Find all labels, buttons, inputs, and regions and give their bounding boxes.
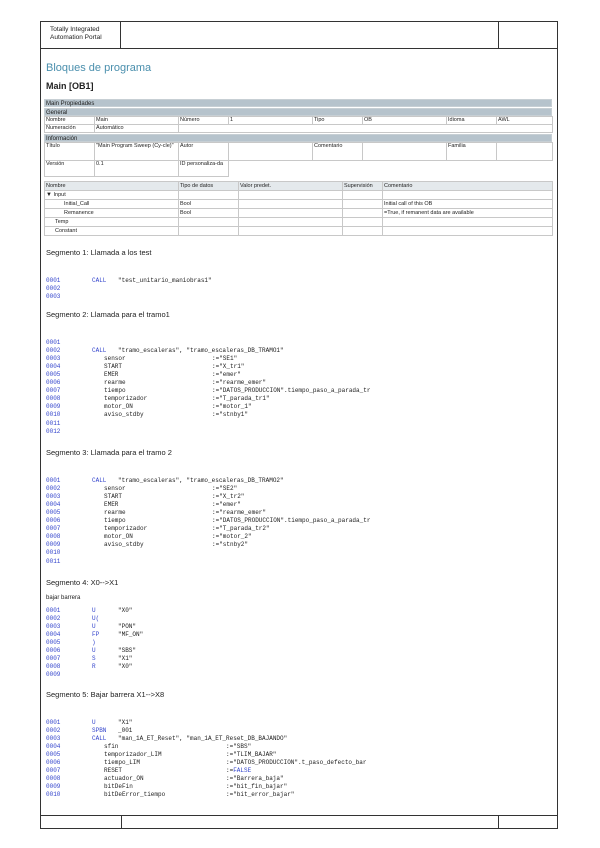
col-header: Supervisión — [343, 182, 383, 191]
segment-title: Segmento 1: Llamada a los test — [46, 248, 152, 257]
cell: Número — [179, 117, 229, 125]
parameter-name: rearme — [104, 509, 126, 517]
general-row-2 — [45, 125, 553, 133]
operand: "man_1A_ET_Reset", "man_1A_ET_Reset_DB_BAJANDO" — [118, 735, 288, 743]
parameter-value: :="stnby2" — [212, 541, 249, 549]
operand: "SBS" — [118, 647, 137, 655]
instruction: U — [92, 623, 96, 631]
line-number: 0004 — [46, 363, 61, 371]
line-number: 0003 — [46, 493, 61, 501]
col-header: Tipo de datos — [179, 182, 239, 191]
line-number: 0002 — [46, 485, 61, 493]
parameter-name: EMER — [104, 371, 119, 379]
cell: Familia — [447, 143, 497, 161]
line-number: 0009 — [46, 541, 61, 549]
cell: =True, if remanent data are available — [383, 209, 553, 218]
footer-left-cell — [41, 816, 122, 828]
line-number: 0002 — [46, 285, 61, 293]
line-number: 0001 — [46, 339, 61, 346]
instruction: U — [92, 719, 96, 726]
line-number: 0006 — [46, 517, 61, 525]
cell: Remanence — [45, 209, 179, 218]
operand: "tramo_escaleras", "tramo_escaleras_DB_TRAMO2" — [118, 477, 284, 484]
line-number: 0004 — [46, 501, 61, 509]
parameter-name: aviso_stdby — [104, 411, 144, 419]
parameter-value: :="emer" — [212, 501, 241, 509]
line-number: 0006 — [46, 647, 61, 655]
cell: AWL — [497, 117, 553, 125]
parameter-name: temporizador — [104, 525, 148, 533]
cell: Nombre — [45, 117, 95, 125]
parameter-name: rearme — [104, 379, 126, 387]
parameter-name: sensor — [104, 485, 126, 493]
page-footer — [40, 815, 558, 829]
page-title: Bloques de programa — [46, 62, 152, 74]
instruction: FP — [92, 631, 100, 639]
footer-right-cell — [498, 816, 557, 828]
instruction: U — [92, 607, 96, 614]
segment-title: Segmento 5: Bajar barrera X1-->X8 — [46, 690, 165, 699]
info-row-1 — [45, 143, 553, 161]
parameter-name: motor_ON — [104, 403, 133, 411]
cell-empty — [229, 161, 553, 177]
line-number: 0008 — [46, 533, 61, 541]
cell — [363, 143, 447, 161]
line-number: 0007 — [46, 655, 61, 663]
interface-row — [45, 191, 553, 200]
line-number: 0011 — [46, 419, 61, 427]
instruction: CALL — [92, 277, 107, 284]
parameter-value: :="DATOS_PRODUCCION".t_paso_defecto_bar — [226, 759, 367, 767]
line-number: 0005 — [46, 371, 61, 379]
line-number: 0003 — [46, 355, 61, 363]
interface-row — [45, 227, 553, 236]
parameter-name: START — [104, 493, 123, 501]
parameter-name: RESET — [104, 767, 123, 775]
operand: "PON" — [118, 623, 137, 631]
operand: "tramo_escaleras", "tramo_escaleras_DB_TRAMO1" — [118, 347, 284, 355]
line-number: 0007 — [46, 767, 61, 775]
cell-empty — [179, 125, 553, 133]
cell — [179, 191, 239, 200]
line-number: 0009 — [46, 403, 61, 411]
properties-bar: Main Propiedades — [44, 99, 552, 107]
cell — [239, 200, 343, 209]
keyword: FALSE — [233, 767, 252, 775]
parameter-name: actuador_ON — [104, 775, 144, 783]
operand: "X0" — [118, 663, 133, 671]
parameter-value: :="bit_fin_bajar" — [226, 783, 288, 791]
interface-table — [44, 181, 553, 236]
line-number: 0008 — [46, 663, 61, 671]
interface-header — [45, 182, 553, 191]
cell: Constant — [45, 227, 179, 236]
right-border — [557, 49, 558, 815]
line-number: 0004 — [46, 631, 61, 639]
line-number: 0012 — [46, 427, 61, 435]
parameter-value: :="emer" — [212, 371, 241, 379]
cell: Automático — [95, 125, 179, 133]
parameter-name: aviso_stdby — [104, 541, 144, 549]
parameter-name: sfin — [104, 743, 119, 751]
line-number: 0001 — [46, 607, 61, 614]
cell — [343, 200, 383, 209]
cell: Comentario — [313, 143, 363, 161]
parameter-value: :="X_tr1" — [212, 363, 245, 371]
cell: 0.1 — [95, 161, 179, 177]
line-number: 0002 — [46, 347, 61, 355]
block-title: Main [OB1] — [46, 81, 94, 91]
parameter-value: :="rearme_emer" — [212, 379, 267, 387]
cell: Initial call of this OB — [383, 200, 553, 209]
interface-row — [45, 200, 553, 209]
parameter-value: :=FALSE — [226, 767, 252, 775]
cell — [239, 227, 343, 236]
left-border — [40, 49, 41, 815]
interface-row — [45, 209, 553, 218]
parameter-value: :="motor_2" — [212, 533, 252, 541]
line-number: 0009 — [46, 671, 61, 679]
cell: Título — [45, 143, 95, 161]
line-number: 0003 — [46, 735, 61, 743]
line-number: 0003 — [46, 293, 61, 301]
cell-text: Input — [53, 192, 66, 198]
cell: "Main Program Sweep (Cy-cle)" — [95, 143, 179, 161]
operand: "test_unitario_maniobras1" — [118, 277, 212, 284]
parameter-value: :="Barrera_baja" — [226, 775, 284, 783]
cell — [229, 143, 313, 161]
operand: _001 — [118, 727, 133, 735]
line-number: 0010 — [46, 549, 61, 557]
cell: Temp — [45, 218, 179, 227]
parameter-value: :="X_tr2" — [212, 493, 245, 501]
info-bar: Información — [44, 134, 552, 142]
instruction: CALL — [92, 477, 107, 484]
general-row-1 — [45, 117, 553, 125]
parameter-name: motor_ON — [104, 533, 133, 541]
instruction: U( — [92, 615, 100, 623]
cell — [239, 191, 343, 200]
line-number: 0007 — [46, 387, 61, 395]
cell — [239, 218, 343, 227]
cell: Tipo — [313, 117, 363, 125]
instruction: U — [92, 647, 96, 655]
cell — [383, 227, 553, 236]
cell: 1 — [229, 117, 313, 125]
cell — [383, 191, 553, 200]
general-bar: General — [44, 108, 552, 116]
page-header — [40, 21, 558, 49]
line-number: 0010 — [46, 791, 61, 799]
parameter-name: tiempo — [104, 387, 126, 395]
instruction: CALL — [92, 347, 107, 355]
line-number: 0001 — [46, 477, 61, 484]
parameter-value: :="SE1" — [212, 355, 238, 363]
cell: OB — [363, 117, 447, 125]
operand: "MF_ON" — [118, 631, 144, 639]
instruction: ) — [92, 639, 96, 647]
parameter-value: :="T_parada_tr2" — [212, 525, 270, 533]
cell — [179, 227, 239, 236]
col-header: Valor predet. — [239, 182, 343, 191]
parameter-value: :="TLIM_BAJAR" — [226, 751, 277, 759]
cell: Bool — [179, 209, 239, 218]
cell: Versión — [45, 161, 95, 177]
operand: "X1" — [118, 655, 133, 663]
line-number: 0006 — [46, 379, 61, 387]
parameter-name: bitDeError_tiempo — [104, 791, 166, 799]
cell — [343, 191, 383, 200]
line-number: 0005 — [46, 751, 61, 759]
parameter-value: :="stnby1" — [212, 411, 249, 419]
parameter-name: sensor — [104, 355, 126, 363]
instruction: SPBN — [92, 727, 107, 735]
parameter-name: bitDeFin — [104, 783, 133, 791]
segment-title: Segmento 2: Llamada para el tramo1 — [46, 310, 170, 319]
cell: Autor — [179, 143, 229, 161]
cell: Numeración — [45, 125, 95, 133]
line-number: 0001 — [46, 277, 61, 284]
cell — [179, 218, 239, 227]
line-number: 0001 — [46, 719, 61, 726]
parameter-name: temporizador — [104, 395, 148, 403]
instruction: CALL — [92, 735, 107, 743]
parameter-name: START — [104, 363, 123, 371]
cell — [343, 218, 383, 227]
cell: ID personaliza-da — [179, 161, 229, 177]
line-number: 0006 — [46, 759, 61, 767]
line-number: 0011 — [46, 557, 61, 565]
cell: Main — [95, 117, 179, 125]
line-number: 0008 — [46, 775, 61, 783]
parameter-value: :="rearme_emer" — [212, 509, 267, 517]
parameter-value: :="SE2" — [212, 485, 238, 493]
header-right-cell — [498, 22, 557, 48]
parameter-name: EMER — [104, 501, 119, 509]
cell: Bool — [179, 200, 239, 209]
line-number: 0002 — [46, 615, 61, 623]
operand: "X1" — [118, 719, 133, 726]
parameter-value: :="SBS" — [226, 743, 252, 751]
operand: "X0" — [118, 607, 133, 614]
instruction: S — [92, 655, 96, 663]
parameter-name: temporizador_LIM — [104, 751, 162, 759]
cell — [383, 218, 553, 227]
segment-comment: bajar barrera — [46, 595, 81, 601]
cell — [343, 227, 383, 236]
parameter-value: :="DATOS_PRODUCCION".tiempo_paso_a_parada_tr — [212, 387, 371, 395]
line-number: 0008 — [46, 395, 61, 403]
line-number: 0010 — [46, 411, 61, 419]
instruction: R — [92, 663, 96, 671]
line-number: 0009 — [46, 783, 61, 791]
product-name: Totally Integrated Automation Portal — [41, 22, 121, 48]
col-header: Comentario — [383, 182, 553, 191]
parameter-value: :="T_parada_tr1" — [212, 395, 270, 403]
segment-title: Segmento 3: Llamada para el tramo 2 — [46, 448, 172, 457]
cell: Idioma — [447, 117, 497, 125]
parameter-name: tiempo_LIM — [104, 759, 141, 767]
expand-triangle-icon[interactable]: ▼ — [46, 192, 52, 198]
line-number: 0005 — [46, 509, 61, 517]
cell — [497, 143, 553, 161]
segment-title: Segmento 4: X0-->X1 — [46, 578, 119, 587]
col-header: Nombre — [45, 182, 179, 191]
cell — [239, 209, 343, 218]
parameter-value: :="DATOS_PRODUCCION".tiempo_paso_a_parada_tr — [212, 517, 371, 525]
parameter-name: tiempo — [104, 517, 126, 525]
cell: Initial_Call — [45, 200, 179, 209]
info-row-2 — [45, 161, 553, 177]
parameter-value: :="motor_1" — [212, 403, 252, 411]
line-number: 0004 — [46, 743, 61, 751]
parameter-value: :="bit_error_bajar" — [226, 791, 295, 799]
line-number: 0002 — [46, 727, 61, 735]
line-number: 0003 — [46, 623, 61, 631]
general-table — [44, 116, 553, 133]
interface-row — [45, 218, 553, 227]
cell — [45, 191, 179, 200]
line-number: 0007 — [46, 525, 61, 533]
cell — [343, 209, 383, 218]
line-number: 0005 — [46, 639, 61, 647]
info-table — [44, 142, 553, 177]
